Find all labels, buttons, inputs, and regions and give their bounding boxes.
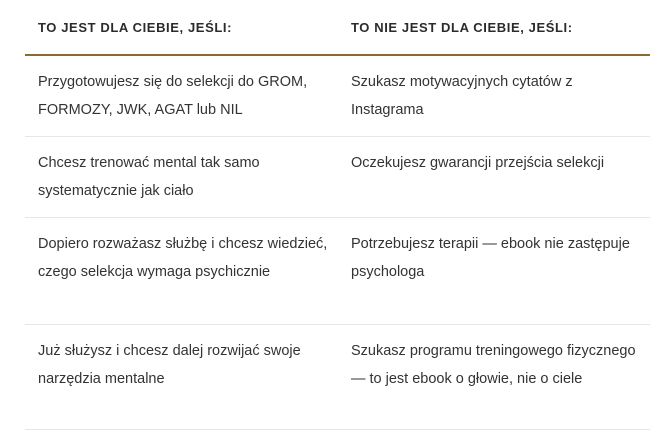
comparison-table-container [25,0,650,430]
table-row [25,325,650,430]
header-row [25,0,650,55]
cell-for-you: Chcesz trenować mental tak samo systematycznie jak ciało [25,137,338,218]
header-for-you: TO JEST DLA CIEBIE, JEŚLI: [25,0,338,55]
cell-not-for-you: Szukasz motywacyjnych cytatów z Instagrama [338,55,650,137]
cell-not-for-you: Szukasz programu treningowego fizycznego — to jest ebook o głowie, nie o ciele [338,325,650,430]
cell-not-for-you: Potrzebujesz terapii — ebook nie zastępuje psychologa [338,218,650,325]
cell-not-for-you: Oczekujesz gwarancji przejścia selekcji [338,137,650,218]
table-row [25,137,650,218]
cell-for-you: Już służysz i chcesz dalej rozwijać swoje narzędzia mentalne [25,325,338,430]
cell-for-you: Przygotowujesz się do selekcji do GROM, FORMOZY, JWK, AGAT lub NIL [25,55,338,137]
table-row [25,218,650,325]
table-body [25,55,650,430]
cell-for-you: Dopiero rozważasz służbę i chcesz wiedzieć, czego selekcja wymaga psychicznie [25,218,338,325]
table-header [25,0,650,55]
comparison-table [25,0,650,430]
table-row [25,55,650,137]
header-not-for-you: TO NIE JEST DLA CIEBIE, JEŚLI: [338,0,650,55]
